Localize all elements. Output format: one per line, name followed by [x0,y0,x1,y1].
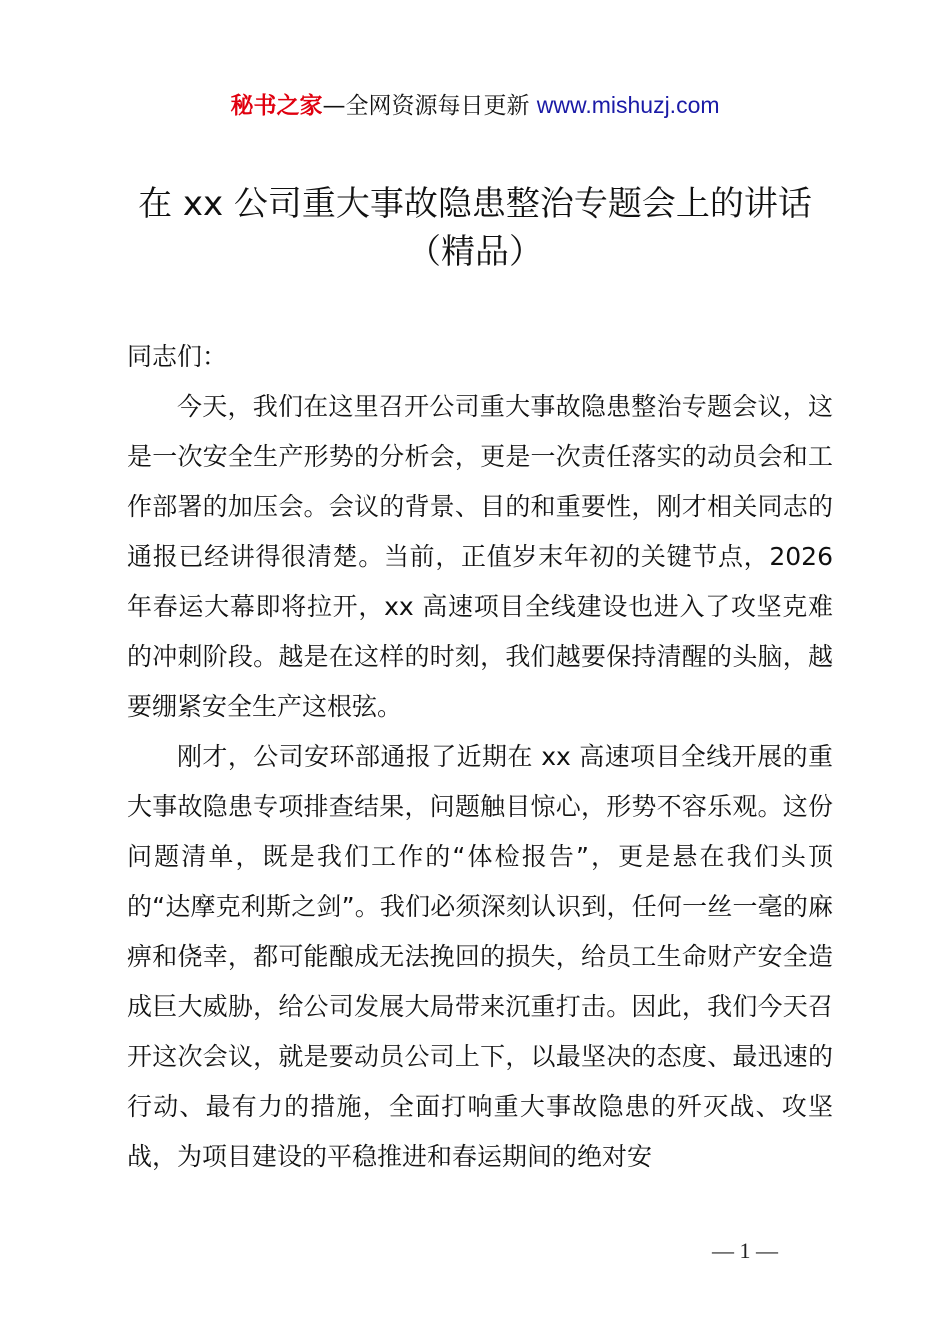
body-paragraph-2: 刚才，公司安环部通报了近期在 xx 高速项目全线开展的重大事故隐患专项排查结果，问题触目惊心，形势不容乐观。这份问题清单，既是我们工作的“体检报告”，更是悬在我们头顶的“达摩克利斯之剑”。我们必须深刻认识到，任何一丝一毫的麻痹和侥幸，都可能酿成无法挽回的损失，给员工生命财产安全造成巨大威胁，给公司发展大局带来沉重打击。因此，我们今天召开这次会议，就是要动员公司上下，以最坚决的态度、最迅速的行动、最有力的措施，全面打响重大事故隐患的歼灭战、攻坚战，为项目建设的平稳推进和春运期间的绝对安 [127,742,833,1171]
salutation: 同志们： [127,342,228,371]
document-title [60,180,890,276]
title-line-2: （精品） [407,232,543,272]
document-body [127,332,833,1182]
site-url-link[interactable]: www.mishuzj.com [536,92,720,118]
title-line-1: 在 xx 公司重大事故隐患整治专题会上的讲话 [138,184,812,224]
site-slogan: —全网资源每日更新 [322,93,537,119]
body-paragraph-1: 今天，我们在这里召开公司重大事故隐患整治专题会议，这是一次安全生产形势的分析会，更是一次责任落实的动员会和工作部署的加压会。会议的背景、目的和重要性，刚才相关同志的通报已经讲得很清楚。当前，正值岁末年初的关键节点，2026 年春运大幕即将拉开，xx 高速项目全线建设也进入了攻坚克难的冲刺阶段。越是在这样的时刻，我们越要保持清醒的头脑，越要绷紧安全生产这根弦。 [127,392,833,721]
site-header [0,88,950,123]
site-brand: 秘书之家 [230,93,323,119]
page-footer [0,1238,950,1264]
page-number: — 1 — [712,1238,778,1263]
